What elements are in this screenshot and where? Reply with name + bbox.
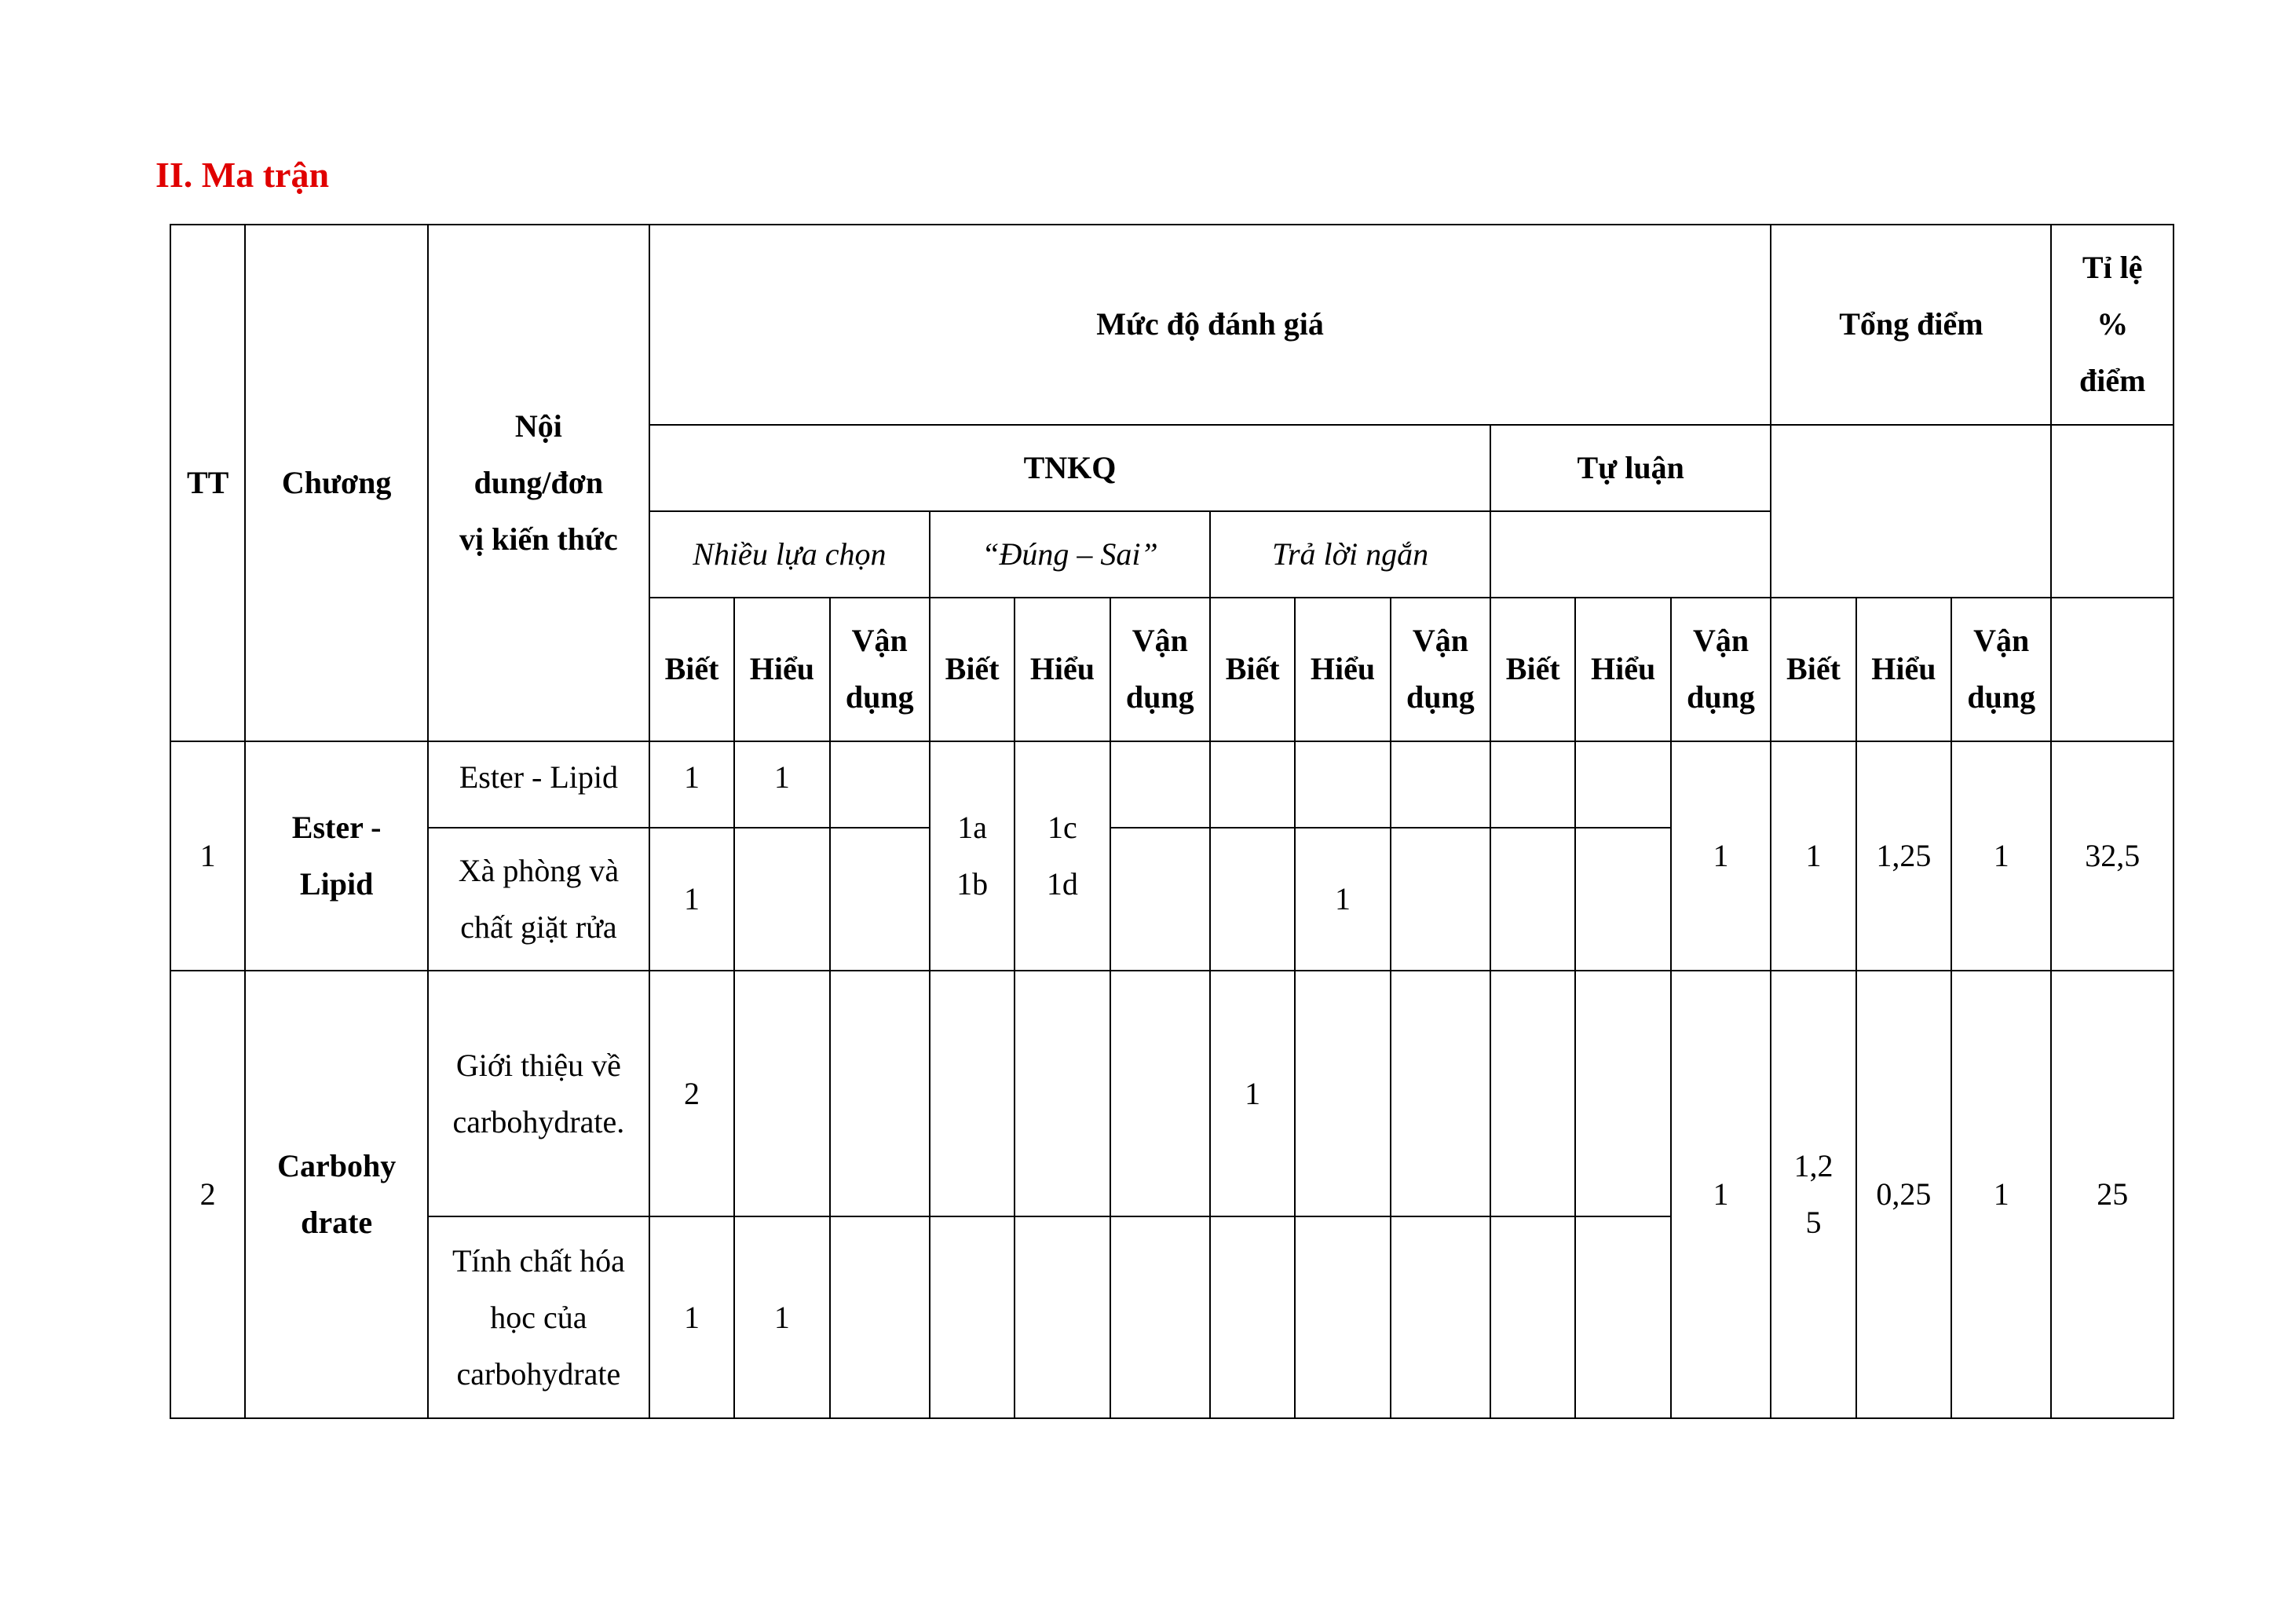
cell-tong-hieu: 0,25 [1856,971,1951,1418]
cell-nlc-biet: 1 [649,741,734,828]
col-header-van-dung: Vận dụng [1110,598,1210,741]
cell-nlc-vd [830,1216,930,1418]
cell-tl-vd: 1 [1671,741,1771,971]
col-header-biet: Biết [930,598,1015,741]
cell-tln-hieu [1295,741,1390,828]
cell-tln-vd [1391,1216,1490,1418]
table-row [170,971,2174,1216]
section-title: II. Ma trận [155,155,330,195]
col-header-biet: Biết [1490,598,1575,741]
cell-tln-biet [1210,741,1295,828]
cell-ds-vd [1110,971,1210,1216]
cell-nlc-biet: 2 [649,971,734,1216]
col-header-tnkq: TNKQ [649,425,1490,511]
cell-tong-biet: 1,2 5 [1771,971,1855,1418]
cell-ds-biet: 1a 1b [930,741,1015,971]
cell-nlc-biet: 1 [649,828,734,971]
cell-nlc-hieu: 1 [734,741,829,828]
col-header-biet: Biết [1771,598,1855,741]
header-row-1 [170,225,2174,425]
col-header-hieu: Hiểu [1856,598,1951,741]
ti-le-blank [2051,598,2174,741]
col-header-biet: Biết [649,598,734,741]
row-chuong: Carbohy drate [245,971,428,1418]
cell-ds-hieu [1015,971,1110,1216]
col-header-dung-sai: “Đúng – Sai” [930,511,1210,598]
cell-tln-vd [1391,741,1490,828]
col-header-van-dung: Vận dụng [1951,598,2051,741]
cell-tln-hieu [1295,971,1390,1216]
col-header-hieu: Hiểu [734,598,829,741]
cell-tong-biet: 1 [1771,741,1855,971]
cell-tl-biet [1490,971,1575,1216]
cell-tl-hieu [1575,1216,1670,1418]
cell-ds-biet [930,971,1015,1216]
cell-nlc-vd [830,828,930,971]
cell-tl-biet [1490,828,1575,971]
cell-ds-hieu [1015,1216,1110,1418]
cell-tln-vd [1391,971,1490,1216]
assessment-matrix-table [170,224,2174,1419]
col-header-van-dung: Vận dụng [1391,598,1490,741]
cell-ti-le: 25 [2051,971,2174,1418]
col-header-hieu: Hiểu [1295,598,1390,741]
cell-tl-biet [1490,1216,1575,1418]
unit-name: Giới thiệu về carbohydrate. [428,971,649,1216]
cell-tong-vd: 1 [1951,971,2051,1418]
col-header-chuong: Chương [245,225,428,741]
cell-tln-biet [1210,828,1295,971]
cell-ds-vd [1110,1216,1210,1418]
col-header-muc-do: Mức độ đánh giá [649,225,1771,425]
cell-tl-hieu [1575,741,1670,828]
cell-tl-hieu [1575,828,1670,971]
cell-tong-vd: 1 [1951,741,2051,971]
cell-ti-le: 32,5 [2051,741,2174,971]
col-header-tt: TT [170,225,245,741]
cell-nlc-biet: 1 [649,1216,734,1418]
ti-le-blank [2051,425,2174,598]
cell-ds-vd [1110,828,1210,971]
col-header-tu-luan: Tự luận [1490,425,1771,511]
cell-ds-vd [1110,741,1210,828]
col-header-ti-le: Tỉ lệ % điểm [2051,225,2174,425]
cell-nlc-hieu: 1 [734,1216,829,1418]
col-header-noi-dung: Nội dung/đơn vị kiến thức [428,225,649,741]
col-header-tra-loi-ngan: Trả lời ngắn [1210,511,1490,598]
cell-tln-hieu [1295,1216,1390,1418]
row-tt: 1 [170,741,245,971]
tu-luan-blank [1490,511,1771,598]
unit-name: Xà phòng và chất giặt rửa [428,828,649,971]
col-header-hieu: Hiểu [1575,598,1670,741]
cell-tln-hieu: 1 [1295,828,1390,971]
col-header-tong-diem: Tổng điểm [1771,225,2051,425]
cell-nlc-vd [830,971,930,1216]
cell-tl-vd: 1 [1671,971,1771,1418]
col-header-biet: Biết [1210,598,1295,741]
col-header-van-dung: Vận dụng [1671,598,1771,741]
table-row [170,741,2174,828]
unit-name: Ester - Lipid [428,741,649,828]
cell-nlc-hieu [734,971,829,1216]
col-header-nhieu-lua-chon: Nhiều lựa chọn [649,511,930,598]
col-header-van-dung: Vận dụng [830,598,930,741]
cell-nlc-vd [830,741,930,828]
row-tt: 2 [170,971,245,1418]
col-header-hieu: Hiểu [1015,598,1110,741]
cell-tl-hieu [1575,971,1670,1216]
cell-tln-vd [1391,828,1490,971]
cell-tln-biet [1210,1216,1295,1418]
tong-diem-blank [1771,425,2051,598]
unit-name: Tính chất hóa học của carbohydrate [428,1216,649,1418]
cell-ds-biet [930,1216,1015,1418]
cell-ds-hieu: 1c 1d [1015,741,1110,971]
cell-tl-biet [1490,741,1575,828]
cell-tong-hieu: 1,25 [1856,741,1951,971]
cell-tln-biet: 1 [1210,971,1295,1216]
cell-nlc-hieu [734,828,829,971]
row-chuong: Ester - Lipid [245,741,428,971]
